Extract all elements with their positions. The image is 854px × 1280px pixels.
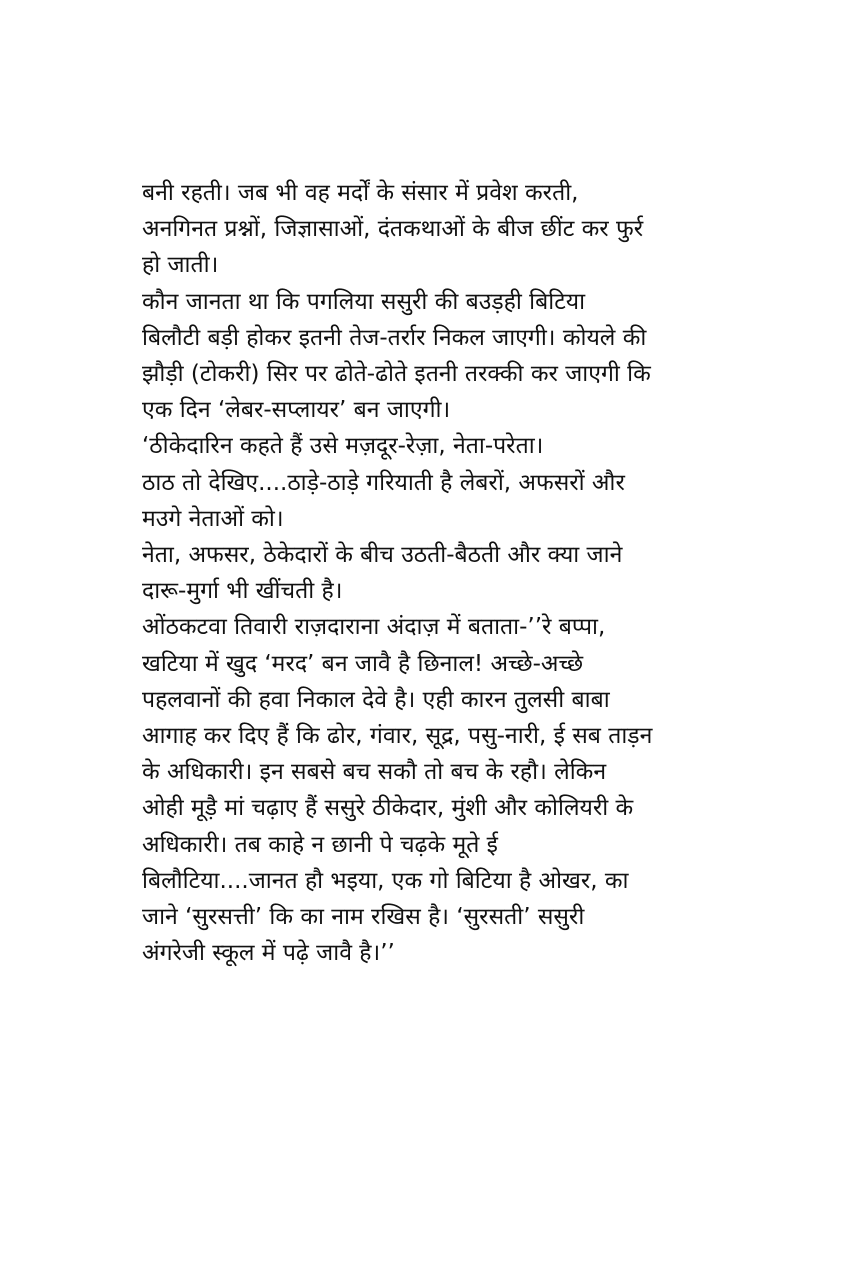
text-line: मउगे नेताओं को। bbox=[142, 505, 284, 532]
text-line: आगाह कर दिए हैं कि ढोर, गंवार, सूद्र, पसु-नारी, ई सब ताड़न bbox=[142, 723, 653, 750]
text-line: ओंठकटवा तिवारी राज़दाराना अंदाज़ में बताता-’’रे बप्पा, bbox=[142, 614, 606, 641]
text-line: दारू-मुर्गा भी खींचती है। bbox=[142, 578, 343, 605]
text-line: कौन जानता था कि पगलिया ससुरी की बउड़ही बिटिया bbox=[142, 288, 586, 315]
text-line: ओही मूड़ै मां चढ़ाए हैं ससुरे ठीकेदार, मुंशी और कोलियरी के bbox=[142, 795, 634, 822]
text-line: पहलवानों की हवा निकाल देवे है। एही कारन तुलसी बाबा bbox=[142, 686, 610, 713]
text-line: अंगरेजी स्कूल में पढ़े जावै है।’’ bbox=[142, 940, 395, 967]
text-line: जाने ‘सुरसत्ती’ कि का नाम रखिस है। ‘सुरसती’ ससुरी bbox=[142, 904, 585, 931]
text-line: बिलौटी बड़ी होकर इतनी तेज-तर्रार निकल जाएगी। कोयले की bbox=[142, 324, 647, 351]
text-line: नेता, अफसर, ठेकेदारों के बीच उठती-बैठती और क्या जाने bbox=[142, 542, 623, 569]
text-line: ठाठ तो देखिए....ठाड़े-ठाड़े गरियाती है लेबरों, अफसरों और bbox=[142, 469, 625, 496]
text-line: हो जाती। bbox=[142, 252, 219, 279]
text-line: खटिया में खुद ‘मरद’ बन जावै है छिनाल! अच्छे-अच्छे bbox=[142, 650, 584, 677]
body-text bbox=[142, 175, 742, 971]
text-line: झौड़ी (टोकरी) सिर पर ढोते-ढोते इतनी तरक्की कर जाएगी कि bbox=[142, 361, 651, 388]
text-line: अनगिनत प्रश्नों, जिज्ञासाओं, दंतकथाओं के बीज छींट कर फुर्र bbox=[142, 216, 644, 243]
text-line: बनी रहती। जब भी वह मर्दों के संसार में प्रवेश करती, bbox=[142, 180, 579, 206]
text-line: ‘ठीकेदारिन कहते हैं उसे मज़दूर-रेज़ा, नेता-परेता। bbox=[142, 433, 544, 460]
text-line: बिलौटिया....जानत हौ भइया, एक गो बिटिया है ओखर, का bbox=[142, 867, 629, 894]
text-line: एक दिन ‘लेबर-सप्लायर’ बन जाएगी। bbox=[142, 397, 451, 424]
text-line: के अधिकारी। इन सबसे बच सकौ तो बच के रहौ। लेकिन bbox=[142, 759, 607, 786]
text-line: अधिकारी। तब काहे न छानी पे चढ़के मूते ई bbox=[142, 831, 498, 858]
